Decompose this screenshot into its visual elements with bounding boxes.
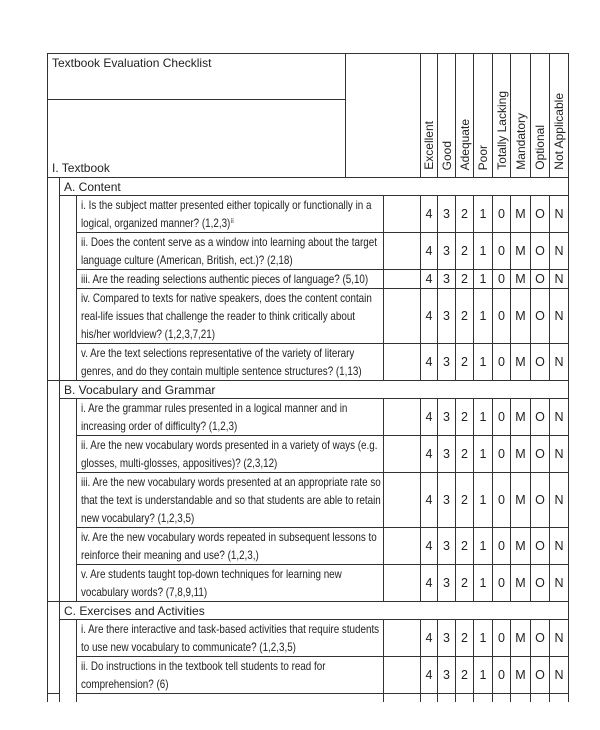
rating-option[interactable]: 0 — [493, 233, 511, 270]
rating-option[interactable]: 3 — [438, 289, 456, 344]
table-row — [48, 233, 569, 270]
rating-option[interactable]: 4 — [421, 436, 438, 473]
rating-option[interactable]: 3 — [438, 657, 456, 694]
question-cell — [77, 196, 384, 233]
question-text: iii. Are the new vocabulary words presented at an appropriate rate so that the text is understandable and so that students are able to retain new vocabulary? (1,2,3,5) — [81, 475, 381, 525]
rating-option[interactable]: 3 — [438, 270, 456, 289]
table-row — [48, 196, 569, 233]
section-row — [48, 178, 569, 196]
question-cell — [77, 565, 384, 602]
question-indent — [60, 473, 77, 528]
section-heading-textbook: I. Textbook — [48, 100, 346, 178]
question-text: iii. Are the reading selections authentic pieces of language? (5,10) — [81, 272, 369, 286]
rating-option[interactable]: 1 — [474, 196, 493, 233]
rating-header-cell — [493, 54, 511, 178]
rating-option[interactable]: M — [511, 565, 531, 602]
rating-option[interactable]: 0 — [493, 270, 511, 289]
rating-option[interactable]: O — [531, 473, 550, 528]
question-text: i. Are there interactive and task-based activities that require students to use new vocabulary to communicate? (1,2,3,5) — [81, 622, 380, 654]
table-row — [48, 528, 569, 565]
question-cell — [77, 233, 384, 270]
rating-option[interactable]: 0 — [493, 289, 511, 344]
rating-header-totally-lacking: Totally Lacking — [494, 91, 509, 170]
question-text: i. Are the grammar rules presented in a logical manner and in increasing order of difficulty? (1,2,3) — [81, 401, 348, 433]
question-text: i. Is the subject matter presented either topically or functionally in a logical, organized manner? (1,2,3)ⁱⁱ — [81, 198, 372, 230]
rating-option[interactable]: 2 — [456, 289, 474, 344]
rating-header-cell — [511, 54, 531, 178]
section-gutter — [48, 694, 60, 703]
rating-option[interactable]: 4 — [421, 565, 438, 602]
rating-option[interactable]: 2 — [456, 233, 474, 270]
rating-option — [438, 694, 456, 703]
section-gutter — [48, 381, 60, 602]
rating-header-mandatory: Mandatory — [513, 113, 528, 170]
question-text: ii. Do instructions in the textbook tell students to read for comprehension? (6) — [81, 659, 326, 691]
rating-option[interactable]: 0 — [493, 565, 511, 602]
notes-cell[interactable] — [384, 233, 421, 270]
rating-option[interactable]: 2 — [456, 270, 474, 289]
rating-option[interactable]: N — [550, 399, 569, 436]
rating-option[interactable]: 1 — [474, 399, 493, 436]
rating-option[interactable]: O — [531, 565, 550, 602]
rating-option[interactable]: 4 — [421, 233, 438, 270]
rating-header-cell — [438, 54, 456, 178]
rating-option[interactable]: O — [531, 344, 550, 381]
rating-option[interactable]: 3 — [438, 565, 456, 602]
question-indent — [60, 289, 77, 344]
rating-option[interactable]: M — [511, 528, 531, 565]
notes-cell[interactable] — [384, 528, 421, 565]
question-indent — [60, 270, 77, 289]
table-row — [48, 344, 569, 381]
rating-option[interactable]: M — [511, 196, 531, 233]
rating-option — [493, 694, 511, 703]
rating-option[interactable]: 3 — [438, 344, 456, 381]
rating-option[interactable]: 4 — [421, 473, 438, 528]
notes-cell[interactable] — [384, 196, 421, 233]
table-row — [48, 565, 569, 602]
rating-option[interactable]: 1 — [474, 289, 493, 344]
question-indent — [60, 233, 77, 270]
section-row — [48, 602, 569, 620]
question-cell — [77, 344, 384, 381]
rating-option[interactable]: 1 — [474, 528, 493, 565]
question-indent — [60, 344, 77, 381]
rating-option[interactable]: 0 — [493, 473, 511, 528]
section-label: C. Exercises and Activities — [60, 602, 569, 620]
rating-option[interactable]: 3 — [438, 528, 456, 565]
rating-header-adequate: Adequate — [457, 118, 472, 170]
question-indent — [60, 620, 77, 657]
section-row — [48, 381, 569, 399]
rating-option[interactable]: N — [550, 620, 569, 657]
rating-option[interactable]: 4 — [421, 399, 438, 436]
question-indent — [60, 528, 77, 565]
question-text: iv. Compared to texts for native speakers, does the content contain real-life issues that challenge the reader to think critically about his/her worldview? (1,2,3,7,21) — [81, 291, 372, 341]
notes-cell[interactable] — [384, 399, 421, 436]
rating-option[interactable]: 1 — [474, 473, 493, 528]
rating-header-optional: Optional — [533, 125, 547, 170]
rating-option[interactable]: 3 — [438, 620, 456, 657]
question-text: iv. Are the new vocabulary words repeated in subsequent lessons to reinforce their meaning and use? (1,2,3,) — [81, 530, 377, 562]
rating-option[interactable]: N — [550, 657, 569, 694]
rating-option[interactable]: 2 — [456, 620, 474, 657]
notes-cell[interactable] — [384, 344, 421, 381]
rating-option[interactable]: N — [550, 196, 569, 233]
rating-option — [456, 694, 474, 703]
rating-option[interactable]: 1 — [474, 270, 493, 289]
rating-option[interactable]: 4 — [421, 270, 438, 289]
question-indent — [60, 399, 77, 436]
rating-option[interactable]: O — [531, 657, 550, 694]
notes-cell[interactable] — [384, 436, 421, 473]
rating-option[interactable]: 3 — [438, 233, 456, 270]
question-cell — [77, 270, 384, 289]
rating-option[interactable]: 2 — [456, 657, 474, 694]
checklist-title: Textbook Evaluation Checklist — [48, 54, 346, 100]
rating-option[interactable]: 4 — [421, 528, 438, 565]
rating-option[interactable]: 2 — [456, 436, 474, 473]
rating-option[interactable]: N — [550, 528, 569, 565]
question-cell — [77, 289, 384, 344]
rating-header-poor: Poor — [476, 144, 490, 170]
rating-header-cell — [550, 54, 569, 178]
rating-header-cell — [456, 54, 474, 178]
rating-option — [531, 694, 550, 703]
rating-option — [550, 694, 569, 703]
question-cell — [77, 620, 384, 657]
rating-option[interactable]: N — [550, 473, 569, 528]
rating-option[interactable]: O — [531, 270, 550, 289]
rating-option[interactable]: 0 — [493, 620, 511, 657]
header-blank-cell — [346, 54, 421, 178]
rating-header-cell — [531, 54, 550, 178]
question-indent — [60, 436, 77, 473]
notes-cell[interactable] — [384, 270, 421, 289]
question-indent — [60, 196, 77, 233]
rating-option[interactable]: 4 — [421, 344, 438, 381]
rating-option[interactable]: N — [550, 344, 569, 381]
rating-option[interactable]: M — [511, 473, 531, 528]
rating-option[interactable]: 4 — [421, 196, 438, 233]
rating-option[interactable]: N — [550, 436, 569, 473]
rating-option[interactable]: O — [531, 399, 550, 436]
question-cell — [77, 528, 384, 565]
table-row — [48, 270, 569, 289]
question-indent — [60, 657, 77, 694]
rating-option[interactable]: 0 — [493, 196, 511, 233]
rating-option[interactable]: M — [511, 233, 531, 270]
rating-option[interactable]: 0 — [493, 657, 511, 694]
rating-option[interactable]: O — [531, 289, 550, 344]
rating-option[interactable]: M — [511, 344, 531, 381]
rating-option[interactable]: 1 — [474, 657, 493, 694]
rating-option[interactable]: 4 — [421, 657, 438, 694]
evaluation-checklist-table — [47, 53, 569, 702]
rating-option[interactable]: N — [550, 289, 569, 344]
rating-option[interactable]: M — [511, 270, 531, 289]
rating-option[interactable]: M — [511, 657, 531, 694]
question-cell — [77, 657, 384, 694]
rating-option[interactable]: M — [511, 399, 531, 436]
notes-cell[interactable] — [384, 565, 421, 602]
rating-option[interactable]: 2 — [456, 344, 474, 381]
section-label: B. Vocabulary and Grammar — [60, 381, 569, 399]
question-text: v. Are students taught top-down techniques for learning new vocabulary words? (7,8,9,11) — [81, 567, 342, 599]
rating-option[interactable]: O — [531, 233, 550, 270]
table-row — [48, 657, 569, 694]
table-row — [48, 620, 569, 657]
question-indent — [60, 694, 77, 703]
rating-option — [421, 694, 438, 703]
rating-option[interactable]: 3 — [438, 399, 456, 436]
rating-option[interactable]: 3 — [438, 196, 456, 233]
rating-header-cell — [474, 54, 493, 178]
rating-header-not-applicable: Not Applicable — [552, 93, 566, 170]
question-cell — [77, 399, 384, 436]
notes-cell[interactable] — [384, 289, 421, 344]
rating-option[interactable]: O — [531, 436, 550, 473]
rating-option[interactable]: O — [531, 196, 550, 233]
rating-option[interactable]: 0 — [493, 399, 511, 436]
table-row — [48, 473, 569, 528]
rating-option[interactable]: 4 — [421, 289, 438, 344]
rating-option[interactable]: 1 — [474, 565, 493, 602]
rating-header-good: Good — [439, 140, 454, 170]
rating-option — [511, 694, 531, 703]
section-gutter — [48, 178, 60, 381]
rating-option[interactable]: 4 — [421, 620, 438, 657]
rating-option[interactable]: 1 — [474, 344, 493, 381]
table-row — [48, 436, 569, 473]
rating-header-cell — [421, 54, 438, 178]
rating-option[interactable]: 2 — [456, 473, 474, 528]
rating-option[interactable]: M — [511, 289, 531, 344]
question-cell — [77, 694, 384, 703]
rating-option[interactable]: M — [511, 620, 531, 657]
question-cell — [77, 436, 384, 473]
question-cell — [77, 473, 384, 528]
rating-option[interactable]: 0 — [493, 528, 511, 565]
question-text: v. Are the text selections representative of the variety of literary genres, and do they contain multiple sentence structures? (1,13) — [81, 346, 362, 378]
notes-cell[interactable] — [384, 473, 421, 528]
rating-option[interactable]: O — [531, 620, 550, 657]
rating-option[interactable]: N — [550, 233, 569, 270]
section-label: A. Content — [60, 178, 569, 196]
rating-option[interactable]: 2 — [456, 565, 474, 602]
rating-option — [474, 694, 493, 703]
question-text: ii. Does the content serve as a window into learning about the target language culture (American, British, ect.)? (2,18) — [81, 235, 377, 267]
rating-option[interactable]: 2 — [456, 528, 474, 565]
rating-option[interactable]: 0 — [493, 436, 511, 473]
partial-row — [48, 694, 569, 703]
rating-header-excellent: Excellent — [422, 121, 436, 170]
rating-option[interactable]: 0 — [493, 344, 511, 381]
question-text: ii. Are the new vocabulary words presented in a variety of ways (e.g. glosses, multi-glosses, appositives)? (2,3,12) — [81, 438, 378, 470]
question-indent — [60, 565, 77, 602]
rating-option[interactable]: 2 — [456, 196, 474, 233]
section-gutter — [48, 602, 60, 694]
table-row — [48, 289, 569, 344]
rating-option[interactable]: 1 — [474, 233, 493, 270]
rating-option[interactable]: N — [550, 270, 569, 289]
rating-option[interactable]: 1 — [474, 620, 493, 657]
notes-cell[interactable] — [384, 657, 421, 694]
table-row — [48, 399, 569, 436]
rating-option — [384, 694, 421, 703]
rating-option[interactable]: M — [511, 436, 531, 473]
rating-option[interactable]: 1 — [474, 436, 493, 473]
notes-cell[interactable] — [384, 620, 421, 657]
rating-option[interactable]: 3 — [438, 473, 456, 528]
rating-option[interactable]: O — [531, 528, 550, 565]
rating-option[interactable]: 3 — [438, 436, 456, 473]
rating-option[interactable]: N — [550, 565, 569, 602]
rating-option[interactable]: 2 — [456, 399, 474, 436]
